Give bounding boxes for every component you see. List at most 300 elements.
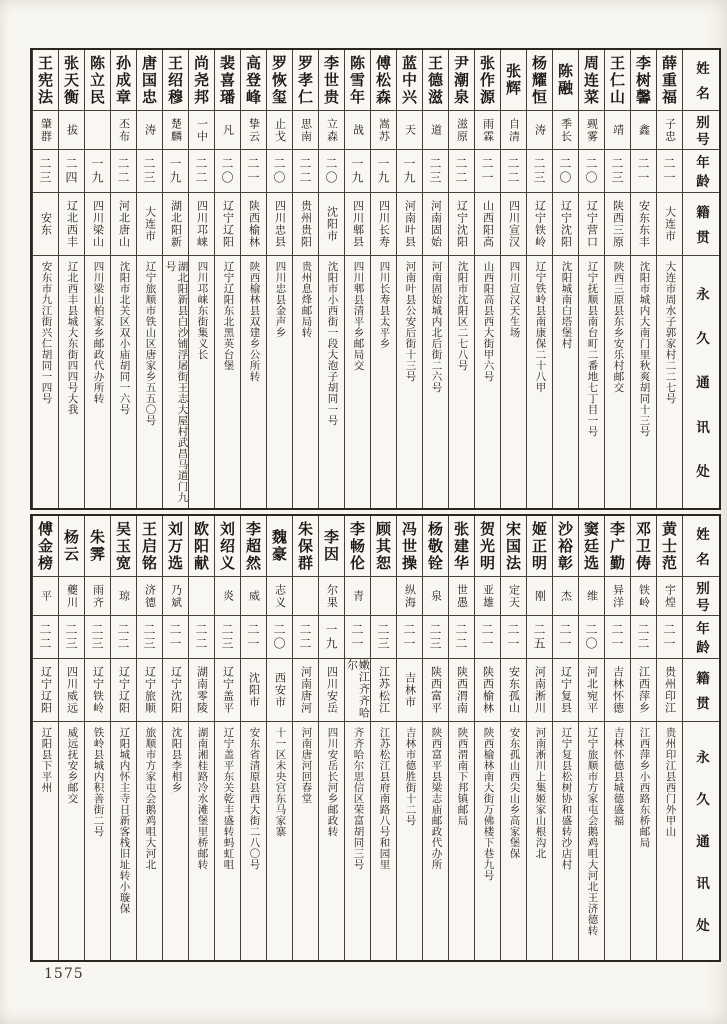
alias-cell: 挚云 [241, 111, 266, 150]
native-cell: 辽宁辽阳 [33, 659, 58, 722]
age-cell: 二一 [241, 150, 266, 193]
name-cell: 李广勤 [605, 516, 630, 577]
native-cell: 河北宛平 [579, 659, 604, 722]
native-cell: 陕西榆林 [475, 659, 500, 722]
alias-cell: 嵩苏 [371, 111, 396, 150]
name-cell: 贺光明 [475, 516, 500, 577]
address-cell: 四川邛崃东街集义长 [196, 261, 209, 360]
address-cell: 四川梁山柏家乡邮政代办所转 [92, 261, 105, 404]
age-cell: 一九 [163, 150, 188, 193]
header-age: 年 龄 [683, 616, 719, 659]
alias-cell: 异洋 [605, 577, 630, 616]
entry-column [32, 516, 58, 960]
native-cell: 安东孤山 [501, 659, 526, 722]
name-cell: 罗孝仁 [293, 50, 318, 111]
age-cell: 二〇 [579, 150, 604, 193]
native-cell: 贵州印江 [657, 659, 682, 722]
name-cell: 姬正明 [527, 516, 552, 577]
alias-cell: 威 [241, 577, 266, 616]
alias-cell: 泉 [423, 577, 448, 616]
name-cell: 杨敬铨 [423, 516, 448, 577]
directory-table-bottom [30, 514, 721, 962]
alias-cell: 肇群 [33, 111, 58, 150]
alias-cell: 维 [579, 577, 604, 616]
native-cell: 湖南零陵 [189, 659, 214, 722]
alias-cell: 丕布 [111, 111, 136, 150]
native-cell: 四川宣汉 [501, 193, 526, 256]
age-cell: 二三 [215, 616, 240, 659]
native-cell: 湖北阳新 [163, 193, 188, 256]
entry-column [292, 516, 318, 960]
alias-cell: 平 [33, 577, 58, 616]
name-cell: 王启铭 [137, 516, 162, 577]
name-cell: 裴喜璠 [215, 50, 240, 111]
native-cell: 嫩江齐齐哈尔 [345, 659, 370, 722]
native-cell: 陕西榆林 [241, 193, 266, 256]
address-cell: 十一区未央宫东马家寨 [274, 727, 287, 837]
native-cell: 辽宁沈阳 [163, 659, 188, 722]
native-cell: 辽宁辽阳 [215, 193, 240, 256]
address-cell: 旅顺市方家屯会鹅鸡咀大河北 [144, 727, 157, 870]
entry-column [422, 516, 448, 960]
native-cell: 辽宁盖平 [215, 659, 240, 722]
entry-column [604, 50, 630, 508]
name-cell: 张作源 [475, 50, 500, 111]
native-cell: 沈阳市 [319, 193, 344, 256]
address-cell: 辽宁辽阳东北黑英台堡 [222, 261, 235, 371]
alias-cell: 纵海 [397, 577, 422, 616]
native-cell: 辽宁营口 [579, 193, 604, 256]
name-cell: 刘绍义 [215, 516, 240, 577]
address-cell: 吉林怀德县城德盛福 [612, 727, 625, 826]
name-cell: 吴玉宽 [111, 516, 136, 577]
age-cell: 一九 [319, 616, 344, 659]
age-cell: 二一 [163, 616, 188, 659]
name-cell: 宋国法 [501, 516, 526, 577]
native-cell: 吉林市 [397, 659, 422, 722]
entry-column [500, 516, 526, 960]
alias-cell: 雨齐 [85, 577, 110, 616]
entry-column [162, 50, 188, 508]
alias-cell: 止戈 [267, 111, 292, 150]
native-cell: 安东 [33, 193, 58, 256]
entry-column [526, 50, 552, 508]
entry-column [214, 516, 240, 960]
entry-column [500, 50, 526, 508]
age-cell: 一九 [397, 150, 422, 193]
name-cell: 李树馨 [631, 50, 656, 111]
age-cell: 二三 [423, 150, 448, 193]
alias-cell: 青 [345, 577, 370, 616]
native-cell: 西安市 [267, 659, 292, 722]
header-alias: 别 号 [683, 577, 719, 616]
alias-cell: 子忠 [657, 111, 682, 150]
native-cell: 四川长寿 [371, 193, 396, 256]
header-name: 姓 名 [683, 516, 719, 577]
header-age: 年 龄 [683, 150, 719, 193]
alias-cell: 一中 [189, 111, 214, 150]
native-cell: 四川威远 [59, 659, 84, 722]
native-cell: 大连市 [137, 193, 162, 256]
entry-column [578, 50, 604, 508]
address-cell: 辽宁旅顺市铁山区唐家乡五五〇号 [144, 261, 157, 426]
age-cell: 二〇 [319, 150, 344, 193]
entry-column [578, 516, 604, 960]
entry-column [604, 516, 630, 960]
entry-column [240, 516, 266, 960]
address-cell: 贵州息烽邮局转 [300, 261, 313, 338]
name-cell: 邓卫俦 [631, 516, 656, 577]
entry-column [474, 516, 500, 960]
alias-cell: 天 [397, 111, 422, 150]
name-cell: 王德滋 [423, 50, 448, 111]
age-cell: 二五 [527, 616, 552, 659]
name-cell: 杨云 [59, 516, 84, 577]
entry-column [292, 50, 318, 508]
native-cell: 河南淅川 [527, 659, 552, 722]
address-cell: 四川长寿县太平乡 [378, 261, 391, 349]
native-cell: 辽宁旅顺 [137, 659, 162, 722]
address-cell: 四川忠县金声乡 [274, 261, 287, 338]
alias-cell: 济德 [137, 577, 162, 616]
alias-cell: 涛 [527, 111, 552, 150]
entry-column [162, 516, 188, 960]
entry-column [32, 50, 58, 508]
age-cell: 二二 [189, 616, 214, 659]
age-cell: 二三 [423, 616, 448, 659]
entry-column [474, 50, 500, 508]
entry-column [266, 516, 292, 960]
native-cell: 四川郫县 [345, 193, 370, 256]
name-cell: 黄士范 [657, 516, 682, 577]
age-cell: 二二 [631, 616, 656, 659]
address-cell: 辽宁复县松树协和盛转沙店村 [560, 727, 573, 870]
name-cell: 周连菜 [579, 50, 604, 111]
address-cell: 威远抚安乡邮交 [66, 727, 79, 804]
entry-column [110, 516, 136, 960]
age-cell: 二二 [293, 150, 318, 193]
name-cell: 尹潮泉 [449, 50, 474, 111]
native-cell: 四川忠县 [267, 193, 292, 256]
entry-column [630, 50, 656, 508]
entry-column [318, 50, 344, 508]
header-native: 籍 贯 [683, 659, 719, 722]
age-cell: 二三 [85, 616, 110, 659]
address-cell: 安东省清原县西大街二八〇号 [248, 727, 261, 870]
entry-column [448, 50, 474, 508]
entry-column [136, 516, 162, 960]
age-cell: 二二 [189, 150, 214, 193]
entry-column [188, 516, 214, 960]
entry-column [370, 516, 396, 960]
age-cell: 二二 [111, 150, 136, 193]
age-cell: 二三 [605, 150, 630, 193]
address-cell: 山西阳高县西大街甲六号 [482, 261, 495, 382]
name-cell: 孙成章 [111, 50, 136, 111]
alias-cell: 夔川 [59, 577, 84, 616]
native-cell: 辽宁复县 [553, 659, 578, 722]
address-cell: 大连市周水子郭家村二二七号 [664, 261, 677, 404]
entry-column [656, 50, 682, 508]
alias-cell: 季长 [553, 111, 578, 150]
native-cell: 陕西富平 [423, 659, 448, 722]
entry-column [318, 516, 344, 960]
name-cell: 王绍穆 [163, 50, 188, 111]
entry-column [552, 50, 578, 508]
address-cell: 安东孤山西尖山乡高家堡保 [508, 727, 521, 859]
alias-cell: 铁岭 [631, 577, 656, 616]
address-cell: 河南唐河回春堂 [300, 727, 313, 804]
alias-cell: 志义 [267, 577, 292, 616]
alias-cell: 思南 [293, 111, 318, 150]
age-cell: 二〇 [553, 150, 578, 193]
entry-column [630, 516, 656, 960]
name-cell: 冯世操 [397, 516, 422, 577]
alias-cell: 亚雄 [475, 577, 500, 616]
address-cell: 辽宁旅顺市方家屯会鹅鸡咀大河北王济德转 [586, 727, 599, 936]
alias-cell: 琼 [111, 577, 136, 616]
address-cell: 陕西榆林南大街万佛楼下巷九号 [482, 727, 495, 881]
address-cell: 四川宣汉天生场 [508, 261, 521, 338]
age-cell: 二一 [241, 616, 266, 659]
age-cell: 二一 [397, 616, 422, 659]
name-cell: 张建华 [449, 516, 474, 577]
native-cell: 沈阳市 [241, 659, 266, 722]
entry-column [240, 50, 266, 508]
address-cell: 沈阳城南白塔堡村 [560, 261, 573, 349]
entry-column [214, 50, 240, 508]
age-cell: 二二 [449, 616, 474, 659]
native-cell: 河南唐河 [293, 659, 318, 722]
alias-cell: 炎 [215, 577, 240, 616]
header-address: 永 久 通 讯 处 [693, 750, 709, 932]
name-cell: 陈立民 [85, 50, 110, 111]
age-cell: 二一 [475, 150, 500, 193]
entry-column [526, 516, 552, 960]
name-cell: 高登峰 [241, 50, 266, 111]
alias-cell: 尔果 [319, 577, 344, 616]
age-cell: 二一 [605, 616, 630, 659]
age-cell: 二一 [657, 150, 682, 193]
entry-column [266, 50, 292, 508]
address-cell: 沈阳市北关区双小庙胡同一六号 [118, 261, 131, 415]
header-address: 永 久 通 讯 处 [693, 286, 709, 478]
header-native: 籍 贯 [683, 193, 719, 256]
native-cell: 吉林怀德 [605, 659, 630, 722]
native-cell: 河北唐山 [111, 193, 136, 256]
address-cell: 齐齐哈尔思信区荣富胡同三号 [352, 727, 365, 870]
address-cell: 陕西富平县梁志庙邮政代办所 [430, 727, 443, 870]
alias-cell: 定天 [501, 577, 526, 616]
age-cell: 一九 [345, 150, 370, 193]
name-cell: 王仁山 [605, 50, 630, 111]
name-cell: 张天衡 [59, 50, 84, 111]
native-cell: 江西萍乡 [631, 659, 656, 722]
native-cell: 辽宁沈阳 [449, 193, 474, 256]
age-cell: 二一 [475, 616, 500, 659]
name-cell: 傅松森 [371, 50, 396, 111]
address-cell: 辽宁盖平东关乾丰盛转蚂虹咀 [222, 727, 235, 870]
name-cell: 傅金榜 [33, 516, 58, 577]
header-column [682, 516, 719, 960]
age-cell: 二二 [33, 616, 58, 659]
alias-cell [189, 577, 214, 616]
name-cell: 沙裕彰 [553, 516, 578, 577]
entry-column [136, 50, 162, 508]
age-cell: 二〇 [267, 616, 292, 659]
entry-column [344, 50, 370, 508]
entry-column [552, 516, 578, 960]
age-cell: 二三 [137, 616, 162, 659]
alias-cell: 靖 [605, 111, 630, 150]
address-cell: 江苏松江县府南路八号和园里 [378, 727, 391, 870]
entry-column [422, 50, 448, 508]
native-cell: 河南叶县 [397, 193, 422, 256]
alias-cell: 战 [345, 111, 370, 150]
address-cell: 沈阳县李相乡 [170, 727, 183, 793]
header-column [682, 50, 719, 508]
name-cell: 王宪法 [33, 50, 58, 111]
address-cell: 湖南湘桂路冷水滩堡里桥邮转 [196, 727, 209, 870]
age-cell: 一九 [371, 150, 396, 193]
address-cell: 贵州印江县西门外甲山 [664, 727, 677, 837]
name-cell: 朱保群 [293, 516, 318, 577]
native-cell: 四川邛崃 [189, 193, 214, 256]
address-cell: 辽宁抚顺县南台町二番地七丁目一号 [586, 261, 599, 437]
native-cell: 陕西渭南 [449, 659, 474, 722]
alias-cell: 凡 [215, 111, 240, 150]
address-cell: 四川安岳长河乡邮政转 [326, 727, 339, 837]
address-cell: 吉林市德胜街十二号 [404, 727, 417, 826]
alias-cell: 觋雾 [579, 111, 604, 150]
age-cell: 二三 [59, 616, 84, 659]
name-cell: 朱霁 [85, 516, 110, 577]
age-cell: 一九 [85, 150, 110, 193]
name-cell: 张辉 [501, 50, 526, 111]
alias-cell [85, 111, 110, 150]
alias-cell [293, 577, 318, 616]
entry-column [344, 516, 370, 960]
age-cell: 二〇 [215, 150, 240, 193]
age-cell: 二三 [137, 150, 162, 193]
entry-column [656, 516, 682, 960]
native-cell: 江苏松江 [371, 659, 396, 722]
address-cell: 陕西渭南下邦镇邮局 [456, 727, 469, 826]
address-cell: 江西萍乡小西路东桥邮局 [638, 727, 651, 848]
age-cell: 二一 [631, 150, 656, 193]
age-cell: 二二 [293, 616, 318, 659]
name-cell: 蓝中兴 [397, 50, 422, 111]
entry-column [448, 516, 474, 960]
address-cell: 安东市九江街兴仁胡同一四号 [40, 261, 53, 404]
native-cell: 辽宁沈阳 [553, 193, 578, 256]
entry-column [188, 50, 214, 508]
address-cell: 陕西三原县东乡安乐村邮交 [612, 261, 625, 393]
address-cell: 沈阳市小西街一段大泡子胡同一号 [326, 261, 339, 426]
name-cell: 刘万选 [163, 516, 188, 577]
alias-cell: 立森 [319, 111, 344, 150]
name-cell: 窦廷选 [579, 516, 604, 577]
address-cell: 铁岭县城内积善街二号 [92, 727, 105, 837]
entry-column [110, 50, 136, 508]
name-cell: 李世贵 [319, 50, 344, 111]
name-cell: 薛重福 [657, 50, 682, 111]
entry-column [84, 50, 110, 508]
name-cell: 罗恢玺 [267, 50, 292, 111]
entry-column [370, 50, 396, 508]
name-cell: 尚尧邦 [189, 50, 214, 111]
alias-cell: 滋原 [449, 111, 474, 150]
address-cell: 河南固始城内北后街二六号 [430, 261, 443, 393]
address-cell: 辽阳城内怀主寺日新客栈旧址转小璇保 [118, 727, 131, 914]
age-cell: 二二 [111, 616, 136, 659]
header-alias: 别 号 [683, 111, 719, 150]
native-cell: 辽宁铁岭 [85, 659, 110, 722]
entry-column [84, 516, 110, 960]
name-cell: 陈融 [553, 50, 578, 111]
age-cell: 二三 [33, 150, 58, 193]
name-cell: 陈雪年 [345, 50, 370, 111]
directory-table-top [30, 48, 721, 510]
page-number: 1575 [44, 966, 84, 982]
age-cell: 二〇 [267, 150, 292, 193]
age-cell: 二三 [371, 616, 396, 659]
address-cell: 河南叶县公安后街十三号 [404, 261, 417, 382]
alias-cell: 楚麟 [163, 111, 188, 150]
address-cell: 辽北西丰县城大东街四四号大我 [66, 261, 79, 415]
address-cell: 河南淅川上集姬家山根沟北 [534, 727, 547, 859]
native-cell: 辽北西丰 [59, 193, 84, 256]
age-cell: 二一 [501, 616, 526, 659]
native-cell: 辽宁铁岭 [527, 193, 552, 256]
native-cell: 四川安岳 [319, 659, 344, 722]
alias-cell: 乃斌 [163, 577, 188, 616]
age-cell: 二二 [501, 150, 526, 193]
address-cell: 辽宁铁岭县南康保二十八甲 [534, 261, 547, 393]
alias-cell [371, 577, 396, 616]
name-cell: 李超然 [241, 516, 266, 577]
native-cell: 陕西三原 [605, 193, 630, 256]
name-cell: 魏豪 [267, 516, 292, 577]
name-cell: 李畅伦 [345, 516, 370, 577]
entry-column [396, 50, 422, 508]
name-cell: 李因 [319, 516, 344, 577]
alias-cell: 雨霖 [475, 111, 500, 150]
address-cell: 湖北阳新县白沙铺浮屠街王志大屋村武昌马道门九号 [164, 261, 188, 503]
native-cell: 贵州贵阳 [293, 193, 318, 256]
age-cell: 二四 [59, 150, 84, 193]
name-cell: 杨耀恒 [527, 50, 552, 111]
alias-cell: 刚 [527, 577, 552, 616]
native-cell: 辽宁辽阳 [111, 659, 136, 722]
native-cell: 山西阳高 [475, 193, 500, 256]
header-name: 姓 名 [683, 50, 719, 111]
alias-cell: 道 [423, 111, 448, 150]
alias-cell: 世愚 [449, 577, 474, 616]
native-cell: 大连市 [657, 193, 682, 256]
alias-cell: 涛 [137, 111, 162, 150]
address-cell: 辽阳县下平州 [40, 727, 53, 793]
name-cell: 欧阳献 [189, 516, 214, 577]
alias-cell: 自清 [501, 111, 526, 150]
alias-cell: 宇煌 [657, 577, 682, 616]
age-cell: 二一 [657, 616, 682, 659]
alias-cell: 拔 [59, 111, 84, 150]
name-cell: 顾其恕 [371, 516, 396, 577]
age-cell: 二三 [527, 150, 552, 193]
address-cell: 四川郫县清平乡邮局交 [352, 261, 365, 371]
age-cell: 二一 [553, 616, 578, 659]
